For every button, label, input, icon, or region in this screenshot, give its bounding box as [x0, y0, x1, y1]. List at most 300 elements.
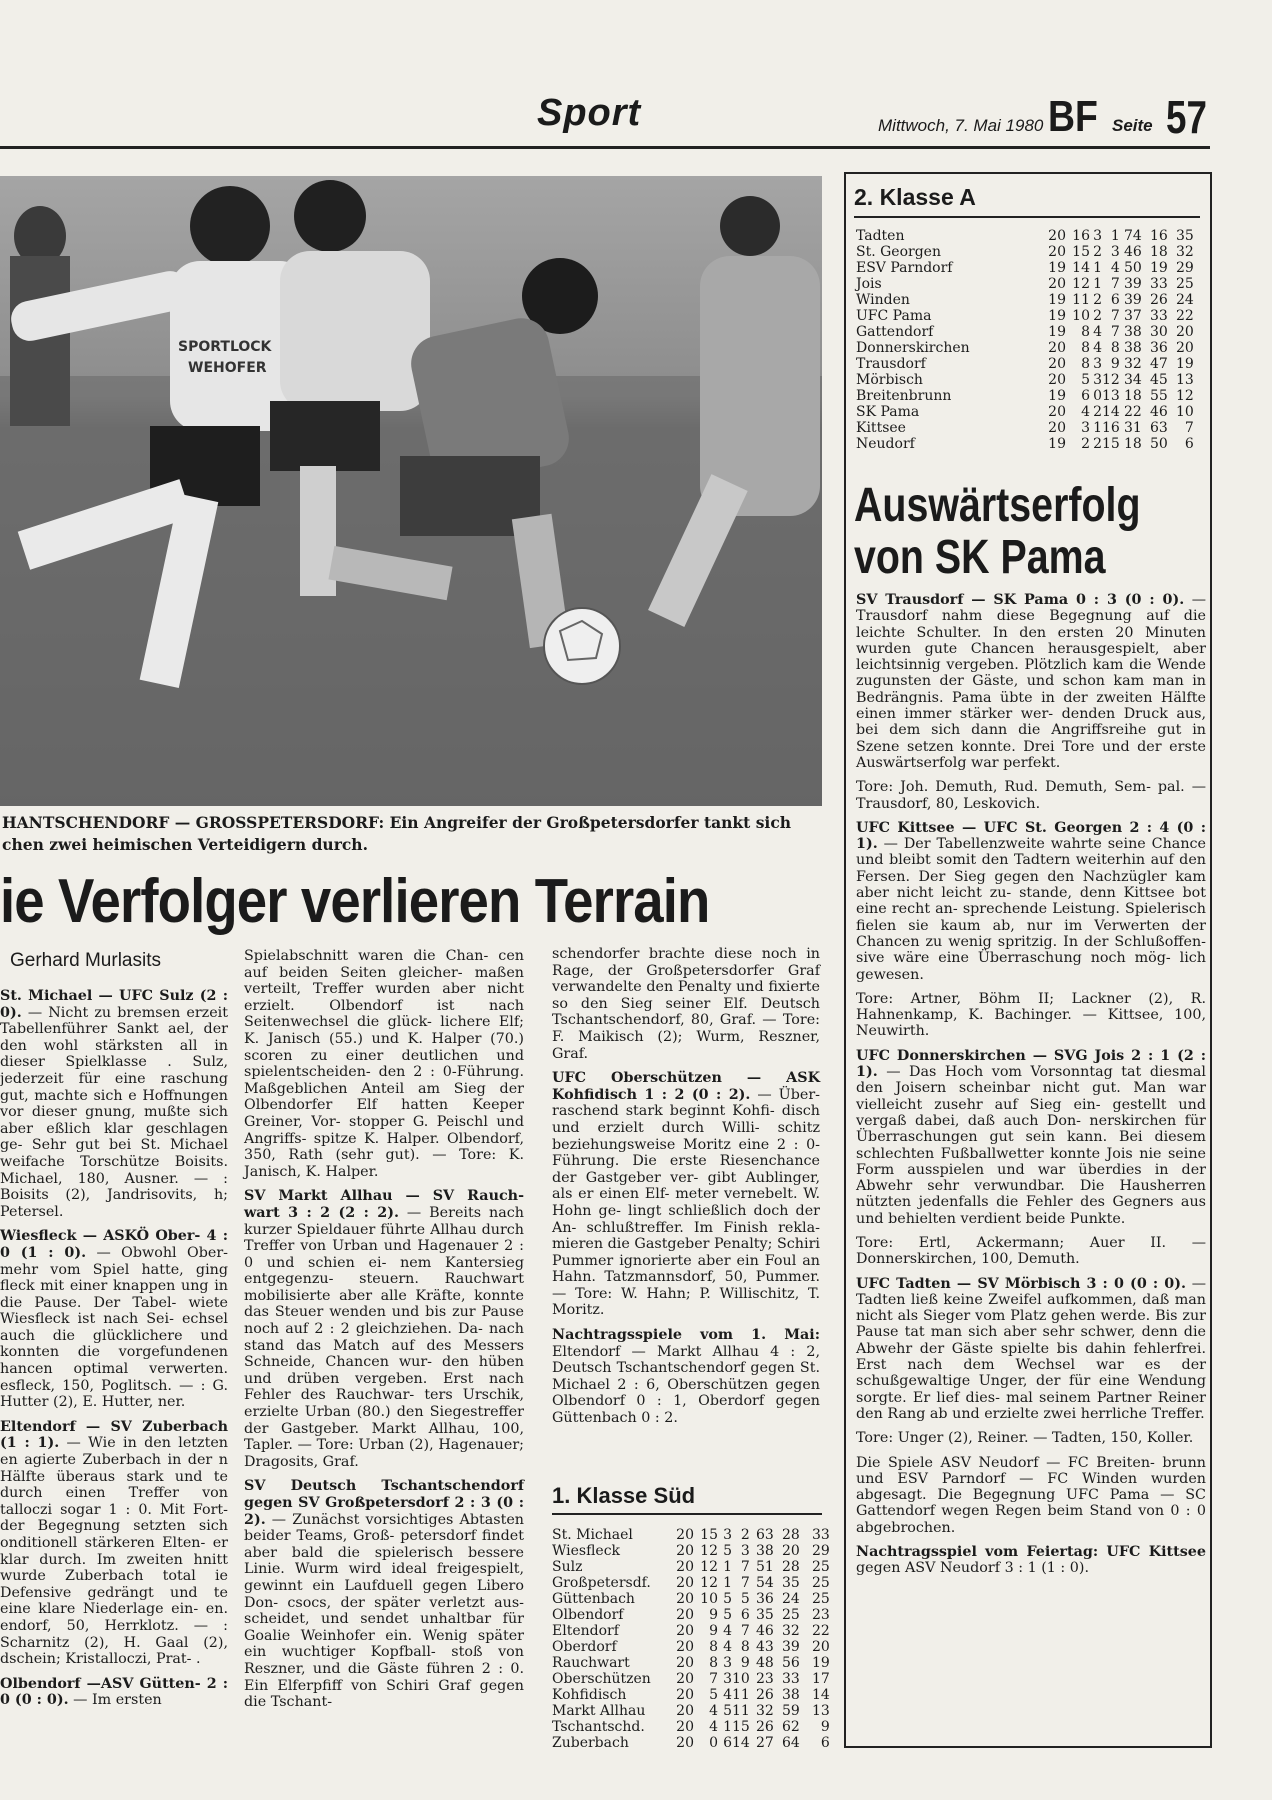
team-name: Oberschützen — [552, 1671, 651, 1687]
standings-stat: 1 — [1093, 420, 1102, 436]
team-name: Oberdorf — [552, 1639, 617, 1655]
standings-stat: 20 — [676, 1671, 694, 1687]
standings-stat: 25 — [812, 1591, 830, 1607]
article-column-1 — [0, 988, 228, 1709]
match-text: — Zunächst vorsichtiges Abtasten beider Teams, Groß- petersdorf findet aber bald die spielerisch bessere Linie. Wurm wird ideal freigespielt, gewinnt ein Laufduell gegen Libero Don- csocs, der später verletzt aus- scheidet, und sendet unhaltbar für Goalie Weinhofer ein. Wenig später ein wuchtiger Kopfball- stoß von Reszner, und die Gäste führen 2 : 0. Ein Elferpfiff von Schiri Graf gegen die Tschant- — [244, 1511, 524, 1711]
standings-stat: 10 — [732, 1671, 750, 1687]
match-report — [0, 1676, 228, 1709]
team-name: Sulz — [552, 1559, 583, 1575]
standings-stat: 19 — [812, 1655, 830, 1671]
standings-stat: 7 — [709, 1671, 718, 1687]
standings-row — [856, 260, 1194, 276]
article-column-3 — [552, 946, 820, 1427]
standings-stat: 10 — [1176, 404, 1194, 420]
standings-stat: 55 — [1150, 388, 1168, 404]
standings-stat: 32 — [1124, 356, 1142, 372]
match-text: Eltendorf — Markt Allhau 4 : 2, Deutsch Tschantschendorf gegen St. Michael 2 : 6, Oberschützen gegen Olbendorf 0 : 1, Oberdorf gegen Güttenbach 0 : 2. — [552, 1343, 820, 1427]
match-text: Spielabschnitt waren die Chan- cen auf beiden Seiten gleicher- maßen verteilt, Treffer wurden aber nicht erzielt. Olbendorf ist nach Seitenwechsel die glück- lichere Elf; K. Janisch (55.) und K. Halper (70.) scoren zu einer deutlichen und spielentscheiden- den 2 : 0-Führung. Maßgeblichen Anteil am Sieg der Olbendorfer Elf hatten Keeper Greiner, Vor- stopper G. Peischl und Angriffs- spitze K. Halper. Olbendorf, 350, Rath (sehr gut). — Tore: K. Janisch, K. Halper. — [244, 948, 524, 1180]
standings-stat: 5 — [723, 1591, 732, 1607]
standings-stat: 48 — [756, 1655, 774, 1671]
standings-stat: 27 — [756, 1735, 774, 1751]
match-heading: UFC Kittsee — UFC St. Georgen 2 : 4 (0 : 1). — [856, 819, 1206, 853]
standings-stat: 23 — [812, 1607, 830, 1623]
match-text: — Der Tabellenzweite wahrte seine Chance und bleibt somit den Tadtern weiterhin auf den Fersen. Der Sieg gegen den Nachzügler kam aber nicht leicht zu- stande, denn Kittsee bot eine recht an- sprechende Leistung. Spielerisch fielen sie kaum ab, nur im Verwerten der Chancen zu wenig spritzig. In der Schlußoffen- sive wäre eine Überraschung noch mög- lich gewesen. — [856, 836, 1206, 983]
match-heading: SV Deutsch Tschantschendorf gegen SV Großpetersdorf 2 : 3 (0 : 2). — [244, 1478, 524, 1528]
standings-row — [552, 1687, 830, 1703]
standings-row — [552, 1735, 830, 1751]
match-heading: UFC Oberschützen — ASK Kohfidisch 1 : 2 (0 : 2). — [552, 1070, 820, 1103]
standings-stat: 51 — [756, 1559, 774, 1575]
team-name: Wiesfleck — [552, 1543, 621, 1559]
sidebar-headline — [854, 480, 1141, 584]
standings-stat: 1 — [723, 1559, 732, 1575]
standings-stat: 18 — [1150, 244, 1168, 260]
standings-stat: 2 — [1093, 404, 1102, 420]
standings-stat: 12 — [1176, 388, 1194, 404]
standings-stat: 35 — [756, 1607, 774, 1623]
standings-stat: 20 — [676, 1639, 694, 1655]
standings-stat: 20 — [676, 1735, 694, 1751]
standings-stat: 13 — [1176, 372, 1194, 388]
standings-stat: 18 — [1124, 388, 1142, 404]
standings-divider — [854, 216, 1200, 218]
standings-stat: 33 — [1150, 308, 1168, 324]
standings-stat: 33 — [782, 1671, 800, 1687]
team-name: Olbendorf — [552, 1607, 624, 1623]
match-report — [244, 1188, 524, 1470]
standings-row — [856, 388, 1194, 404]
team-name: Kohfidisch — [552, 1687, 627, 1703]
match-text: Tore: Ertl, Ackermann; Auer II. — Donnerskirchen, 100, Demuth. — [856, 1234, 1206, 1268]
standings-stat: 19 — [1150, 260, 1168, 276]
standings-stat: 15 — [732, 1719, 750, 1735]
standings-row — [856, 324, 1194, 340]
standings-stat: 6 — [723, 1735, 732, 1751]
match-report — [856, 592, 1206, 771]
standings-stat: 33 — [1150, 276, 1168, 292]
sidebar-headline-line-1: Auswärtserfolg — [854, 479, 1141, 532]
standings-stat: 19 — [1048, 324, 1066, 340]
standings-row — [856, 340, 1194, 356]
photo-caption: HANTSCHENDORF — GROSSPETERSDORF: Ein Angreifer der Großpetersdorfer tankt sich chen zwei heimischen Verteidigern durch. — [2, 813, 792, 854]
standings-title-1-klasse-sued: 1. Klasse Süd — [552, 1483, 696, 1508]
newspaper-logo: BF — [1048, 92, 1098, 141]
standings-stat: 24 — [1176, 292, 1194, 308]
standings-table-1-klasse-sued — [552, 1527, 830, 1751]
team-name: Tschantschd. — [552, 1719, 645, 1735]
standings-stat: 3 — [1093, 228, 1102, 244]
match-heading: Nachtragsspiel vom Feiertag: UFC Kittsee — [856, 1544, 1206, 1561]
scorers-line — [856, 779, 1206, 812]
match-report — [244, 948, 524, 1180]
standings-stat: 14 — [1102, 404, 1120, 420]
standings-stat: 30 — [1150, 324, 1168, 340]
standings-stat: 20 — [1048, 404, 1066, 420]
standings-stat: 43 — [756, 1639, 774, 1655]
standings-stat: 8 — [1081, 356, 1090, 372]
standings-stat: 36 — [756, 1591, 774, 1607]
standings-stat: 20 — [676, 1655, 694, 1671]
team-name: ESV Parndorf — [856, 260, 953, 276]
standings-stat: 20 — [812, 1639, 830, 1655]
standings-stat: 12 — [1072, 276, 1090, 292]
sidebar-column — [856, 592, 1206, 1577]
standings-stat: 9 — [740, 1655, 750, 1671]
team-name: Eltendorf — [552, 1623, 619, 1639]
team-name: Winden — [856, 292, 910, 308]
standings-stat: 24 — [782, 1591, 800, 1607]
standings-stat: 54 — [756, 1575, 774, 1591]
standings-stat: 4 — [723, 1687, 732, 1703]
standings-stat: 2 — [1093, 292, 1102, 308]
article-column-2 — [244, 948, 524, 1711]
standings-row — [856, 372, 1194, 388]
standings-stat: 46 — [1124, 244, 1142, 260]
team-name: Zuberbach — [552, 1735, 629, 1751]
standings-stat: 31 — [1124, 420, 1142, 436]
standings-stat: 9 — [820, 1719, 830, 1735]
issue-date: Mittwoch, 7. Mai 1980 — [878, 116, 1044, 135]
standings-stat: 0 — [709, 1735, 718, 1751]
standings-stat: 12 — [700, 1543, 718, 1559]
standings-stat: 59 — [782, 1703, 800, 1719]
shirt-text-2: WEHOFER — [188, 360, 267, 376]
standings-stat: 16 — [1102, 420, 1120, 436]
standings-stat: 20 — [1048, 420, 1066, 436]
standings-stat: 4 — [709, 1719, 718, 1735]
match-text: Tore: Joh. Demuth, Rud. Demuth, Sem- pal. — Trausdorf, 80, Leskovich. — [856, 779, 1206, 812]
standings-stat: 3 — [1093, 356, 1102, 372]
standings-stat: 4 — [1093, 324, 1102, 340]
standings-stat: 34 — [1124, 372, 1142, 388]
standings-stat: 20 — [676, 1559, 694, 1575]
standings-row — [552, 1559, 830, 1575]
standings-stat: 22 — [1124, 404, 1142, 420]
standings-stat: 56 — [782, 1655, 800, 1671]
match-text: — Das Hoch vom Vorsonntag tat diesmal den Joisern scheinbar nicht gut. Man war vielleicht zusehr auf Sieg ein- gestellt und vergaß dabei, daß auch Don- nerskirchen für Überraschungen gut sein kann. Bei diesem schlechten Fußballwetter konnte Jois nie seine Form ausspielen und war überdies in der Abwehr sehr verwundbar. Die Hausherren nützten jedenfalls die Fehler des Gegners aus und behielten verdient beide Punkte. — [856, 1064, 1206, 1227]
match-text: — Trausdorf nahm diese Begegnung auf die leichte Schulter. In den ersten 20 Minuten wurden gute Chancen herausgespielt, aber leichtsinnig vergeben. Plötzlich kam die Wende zugunsten der Gäste, und schon kam man in Bedrängnis. Pama übte in der zweiten Hälfte einen immer stärker wer- denden Druck aus, bei dem sich dann die Angriffsreihe gut in Szene setzen konnte. Drei Tore und der erste Auswärtserfolg war perfekt. — [856, 592, 1206, 771]
team-name: Neudorf — [856, 436, 915, 452]
standings-stat: 4 — [1081, 404, 1090, 420]
standings-stat: 20 — [782, 1543, 800, 1559]
standings-stat: 1 — [1093, 276, 1102, 292]
standings-stat: 37 — [1124, 308, 1142, 324]
standings-stat: 20 — [676, 1543, 694, 1559]
team-name: Kittsee — [856, 420, 906, 436]
standings-stat: 3 — [740, 1543, 750, 1559]
standings-stat: 4 — [723, 1623, 732, 1639]
standings-stat: 20 — [1176, 340, 1194, 356]
standings-stat: 9 — [709, 1607, 718, 1623]
team-name: UFC Pama — [856, 308, 932, 324]
standings-stat: 62 — [782, 1719, 800, 1735]
match-heading: Olbendorf —ASV Gütten- 2 : 0 (0 : 0). — [0, 1675, 228, 1709]
team-name: Trausdorf — [856, 356, 926, 372]
standings-stat: 20 — [676, 1527, 694, 1543]
page-number: 57 — [1166, 91, 1207, 143]
page-label: Seite — [1112, 116, 1153, 135]
standings-stat: 1 — [723, 1575, 732, 1591]
standings-stat: 14 — [1072, 260, 1090, 276]
match-photo-graphic — [0, 176, 822, 806]
standings-stat: 6 — [820, 1735, 830, 1751]
standings-stat: 25 — [812, 1559, 830, 1575]
standings-row — [552, 1703, 830, 1719]
standings-row — [552, 1591, 830, 1607]
standings-stat: 20 — [1048, 340, 1066, 356]
standings-stat: 50 — [1124, 260, 1142, 276]
standings-stat: 3 — [1110, 244, 1120, 260]
shirt-text-1: SPORTLOCK — [178, 339, 272, 355]
standings-row — [856, 436, 1194, 452]
standings-stat: 3 — [723, 1671, 732, 1687]
standings-stat: 20 — [676, 1575, 694, 1591]
match-photo — [0, 176, 822, 806]
standings-row — [552, 1543, 830, 1559]
standings-stat: 5 — [1081, 372, 1090, 388]
standings-stat: 35 — [782, 1575, 800, 1591]
standings-stat: 20 — [1048, 372, 1066, 388]
standings-stat: 10 — [700, 1591, 718, 1607]
standings-stat: 8 — [709, 1655, 718, 1671]
match-text: — Obwohl Ober- mehr vom Spiel hatte, ging fleck mit einer knappen ung in die Pause. Der Tabel- wiete Wiesfleck ist nach Sei- echsel auch die glücklichere und konnten die vorgefundenen hancen optimal verwerten. esfleck, 150, Poglitsch. — : G. Hutter (2), E. Hutter, ner. — [0, 1244, 228, 1411]
standings-stat: 74 — [1124, 228, 1142, 244]
standings-row — [856, 356, 1194, 372]
standings-stat: 14 — [812, 1687, 830, 1703]
standings-stat: 1 — [1110, 228, 1120, 244]
section-title: Sport — [537, 92, 642, 134]
standings-stat: 3 — [723, 1655, 732, 1671]
match-text: Die Spiele ASV Neudorf — FC Breiten- brunn und ESV Parndorf — FC Winden wurden abgesagt. Die Begegnung UFC Pama — SC Gattendorf wegen Regen beim Stand von 0 : 0 abgebrochen. — [856, 1454, 1206, 1536]
standings-row — [856, 308, 1194, 324]
standings-stat: 7 — [740, 1623, 750, 1639]
standings-stat: 7 — [1184, 420, 1194, 436]
match-heading: Nachtragsspiele vom 1. Mai: — [552, 1327, 820, 1344]
standings-stat: 8 — [1110, 340, 1120, 356]
standings-stat: 19 — [1048, 292, 1066, 308]
standings-row — [552, 1623, 830, 1639]
match-heading: SV Markt Allhau — SV Rauch- wart 3 : 2 (2 : 2). — [244, 1188, 524, 1221]
standings-stat: 25 — [1176, 276, 1194, 292]
standings-stat: 26 — [756, 1719, 774, 1735]
standings-stat: 19 — [1048, 388, 1066, 404]
standings-stat: 6 — [1184, 436, 1194, 452]
standings-stat: 7 — [1110, 308, 1120, 324]
standings-stat: 64 — [782, 1735, 800, 1751]
scorers-line — [856, 1235, 1206, 1268]
team-name: Markt Allhau — [552, 1703, 646, 1719]
standings-stat: 5 — [740, 1591, 750, 1607]
standings-stat: 20 — [1048, 228, 1066, 244]
standings-stat: 8 — [740, 1639, 750, 1655]
match-text: — Über- raschend stark beginnt Kohfi- disch und erzielt durch Willi- schitz beziehungsweise Moritz eine 2 : 0-Führung. Die erste Riesenchance der Gastgeber ver- gibt Aublinger, als er einen Elf- meter vernebelt. W. Hohn ge- lingt schließlich doch der An- schlußtreffer. Im Finish rekla- mieren die Gastgeber Penalty; Schiri Pummer ignorierte aber ein Foul an Hahn. Tatzmannsdorf, 50, Pummer. — Tore: W. Hahn; P. Willischitz, T. Moritz. — [552, 1086, 820, 1319]
standings-stat: 2 — [1093, 244, 1102, 260]
match-report — [244, 1478, 524, 1710]
standings-row — [552, 1527, 830, 1543]
match-report — [856, 820, 1206, 983]
match-text: — Bereits nach kurzer Spieldauer führte Allhau durch Treffer von Urban und Hagenauer 2 : 0 und schien ei- nem Kantersieg entgegenzu- steuern. Rauchwart mobilisierte aber alle Kräfte, konnte das Steuer wenden und bis zur Pause noch auf 2 : 2 gleichziehen. Da- nach stand das Match auf des Messers Schneide, Chancen wur- den hüben und drüben vergeben. Erst nach Fehler des Rauchwar- ters Urschik, erzielte Urban (80.) den Siegestreffer der Gastgeber. Markt Allhau, 100, Tapler. — Tore: Urban (2), Hagenauer; Dragosits, Graf. — [244, 1204, 524, 1470]
standings-stat: 19 — [1048, 436, 1066, 452]
standings-stat: 25 — [812, 1575, 830, 1591]
team-name: Tadten — [856, 228, 905, 244]
standings-row — [856, 420, 1194, 436]
standings-stat: 23 — [756, 1671, 774, 1687]
standings-stat: 5 — [723, 1543, 732, 1559]
standings-row — [552, 1639, 830, 1655]
standings-stat: 25 — [782, 1607, 800, 1623]
standings-stat: 6 — [1081, 388, 1090, 404]
standings-stat: 7 — [1110, 324, 1120, 340]
standings-stat: 19 — [1048, 260, 1066, 276]
standings-stat: 4 — [723, 1639, 732, 1655]
standings-stat: 18 — [1124, 436, 1142, 452]
match-text: — Tadten ließ keine Zweifel aufkommen, daß man nicht als Sieger vom Platz gehen werde. Bis zur Pause tat man sich aber sehr schwer, denn die Abwehr der Gäste spielte bis dahin fehlerfrei. Erst nach dem Wechsel war es der schußgewaltige Unger, der für eine Wendung sorgte. Er lief dies- mal seinem Partner Reiner den Rang ab und erzielte zwei herrliche Treffer. — [856, 1275, 1206, 1422]
standings-stat: 15 — [1072, 244, 1090, 260]
note-paragraph — [856, 1544, 1206, 1577]
standings-stat: 17 — [812, 1671, 830, 1687]
standings-stat: 22 — [1176, 308, 1194, 324]
standings-stat: 46 — [756, 1623, 774, 1639]
standings-stat: 39 — [1124, 276, 1142, 292]
standings-row — [856, 244, 1194, 260]
standings-stat: 36 — [1150, 340, 1168, 356]
team-name: Rauchwart — [552, 1655, 630, 1671]
match-report — [552, 1327, 820, 1427]
standings-stat: 15 — [1102, 436, 1120, 452]
team-name: St. Georgen — [856, 244, 941, 260]
standings-stat: 38 — [782, 1687, 800, 1703]
match-text: schendorfer brachte diese noch in Rage, der Großpetersdorfer Graf verwandelte den Penalty und fixierte so den Sieg seiner Elf. Deutsch Tschantschendorf, 80, Graf. — Tore: F. Maikisch (2); Wurm, Reszner, Graf. — [552, 946, 820, 1062]
standings-stat: 20 — [1048, 276, 1066, 292]
standings-stat: 0 — [1093, 388, 1102, 404]
standings-stat: 2 — [740, 1527, 750, 1543]
standings-table-2-klasse-a — [856, 228, 1194, 452]
article-author: Gerhard Murlasits — [10, 950, 161, 971]
standings-stat: 50 — [1150, 436, 1168, 452]
standings-row — [552, 1719, 830, 1735]
standings-stat: 19 — [1176, 356, 1194, 372]
standings-row — [552, 1671, 830, 1687]
standings-stat: 46 — [1150, 404, 1168, 420]
standings-row — [552, 1575, 830, 1591]
match-report — [0, 1228, 228, 1411]
team-name: Breitenbrunn — [856, 388, 952, 404]
standings-row — [856, 404, 1194, 420]
standings-stat: 16 — [1072, 228, 1090, 244]
team-name: St. Michael — [552, 1527, 633, 1543]
standings-divider — [552, 1513, 822, 1515]
standings-row — [856, 276, 1194, 292]
sidebar-headline-line-2: von SK Pama — [854, 531, 1106, 584]
standings-stat: 6 — [1110, 292, 1120, 308]
standings-stat: 4 — [1093, 340, 1102, 356]
standings-stat: 38 — [1124, 340, 1142, 356]
standings-stat: 15 — [700, 1527, 718, 1543]
standings-stat: 20 — [1048, 356, 1066, 372]
match-report — [552, 1070, 820, 1319]
standings-stat: 63 — [756, 1527, 774, 1543]
standings-stat: 8 — [1081, 340, 1090, 356]
standings-stat: 3 — [723, 1527, 732, 1543]
standings-stat: 4 — [1110, 260, 1120, 276]
match-text: Tore: Artner, Böhm II; Lackner (2), R. Hahnenkamp, K. Bachinger. — Kittsee, 100, Neuwirth. — [856, 990, 1206, 1040]
standings-stat: 47 — [1150, 356, 1168, 372]
standings-stat: 14 — [732, 1735, 750, 1751]
team-name: Jois — [856, 276, 882, 292]
team-name: Mörbisch — [856, 372, 923, 388]
standings-stat: 20 — [1176, 324, 1194, 340]
note-paragraph — [856, 1455, 1206, 1536]
standings-stat: 6 — [740, 1607, 750, 1623]
team-name: Gattendorf — [856, 324, 934, 340]
header-divider — [0, 146, 1210, 149]
standings-stat: 11 — [1072, 292, 1090, 308]
standings-stat: 20 — [1048, 244, 1066, 260]
match-heading: Wiesfleck — ASKÖ Ober- 4 : 0 (1 : 0). — [0, 1228, 228, 1261]
standings-stat: 39 — [1124, 292, 1142, 308]
standings-stat: 32 — [756, 1703, 774, 1719]
standings-stat: 63 — [1150, 420, 1168, 436]
standings-stat: 11 — [732, 1703, 750, 1719]
match-text: Tore: Unger (2), Reiner. — Tadten, 150, Koller. — [856, 1430, 1194, 1447]
standings-row — [552, 1607, 830, 1623]
standings-stat: 7 — [740, 1559, 750, 1575]
standings-stat: 32 — [1176, 244, 1194, 260]
match-text: — Im ersten — [68, 1692, 162, 1709]
standings-stat: 5 — [723, 1607, 732, 1623]
match-report — [0, 1419, 228, 1668]
match-text: gegen ASV Neudorf 3 : 1 (1 : 0). — [856, 1560, 1090, 1577]
match-heading: UFC Donnerskirchen — SVG Jois 2 : 1 (2 : 1). — [856, 1047, 1206, 1081]
standings-stat: 20 — [676, 1623, 694, 1639]
standings-stat: 38 — [756, 1543, 774, 1559]
standings-stat: 33 — [812, 1527, 830, 1543]
standings-stat: 8 — [709, 1639, 718, 1655]
standings-stat: 7 — [740, 1575, 750, 1591]
standings-stat: 5 — [723, 1703, 732, 1719]
match-text: — Nicht zu bremsen erzeit Tabellenführer Sankt ael, der den wohl stärksten all in dieser Spielklasse . Sulz, jederzeit für eine raschung gut, machte sich e Hoffnungen vor dieser gnung, mußte sich aber eßlich klar geschlagen ge- Sehr gut bei St. Michael weifache Torschütze Boisits. Michael, 180, Ausner. — : Boisits (2), Jandrisovits, h; Petersel. — [0, 1004, 228, 1220]
standings-stat: 3 — [1081, 420, 1090, 436]
standings-stat: 39 — [782, 1639, 800, 1655]
match-report — [856, 1276, 1206, 1423]
standings-stat: 28 — [782, 1559, 800, 1575]
standings-stat: 11 — [732, 1687, 750, 1703]
standings-stat: 20 — [676, 1607, 694, 1623]
standings-stat: 22 — [812, 1623, 830, 1639]
standings-stat: 2 — [1093, 436, 1102, 452]
standings-stat: 2 — [1093, 308, 1102, 324]
scorers-line — [856, 991, 1206, 1040]
standings-stat: 10 — [1072, 308, 1090, 324]
team-name: Großpetersdf. — [552, 1575, 651, 1591]
scorers-line — [856, 1430, 1206, 1446]
standings-stat: 7 — [1110, 276, 1120, 292]
standings-row — [552, 1655, 830, 1671]
standings-title-2-klasse-a: 2. Klasse A — [854, 184, 976, 210]
standings-stat: 38 — [1124, 324, 1142, 340]
standings-stat: 20 — [676, 1703, 694, 1719]
standings-stat: 3 — [1093, 372, 1102, 388]
team-name: Güttenbach — [552, 1591, 635, 1607]
standings-stat: 45 — [1150, 372, 1168, 388]
article-headline: ie Verfolger verlieren Terrain — [0, 867, 710, 936]
team-name: Donnerskirchen — [856, 340, 970, 356]
standings-stat: 12 — [700, 1559, 718, 1575]
standings-stat: 29 — [812, 1543, 830, 1559]
standings-stat: 29 — [1176, 260, 1194, 276]
match-text: — Wie in den letzten en agierte Zuberbach in der n Hälfte überaus stark und te durch einen Treffer von talloczi sogar 1 : 0. Mit Fort- der Begegnung setzten sich onditionell stärkeren Elten- er klar durch. Im zweiten hnitt wurde Zuberbach total ie Defensive gedrängt und te eine klare Niederlage ein- en. endorf, 50, Herrklotz. — : Scharnitz (2), H. Gaal (2), dschein; Kristalloczi, Prat- . — [0, 1435, 228, 1668]
standings-stat: 20 — [676, 1719, 694, 1735]
